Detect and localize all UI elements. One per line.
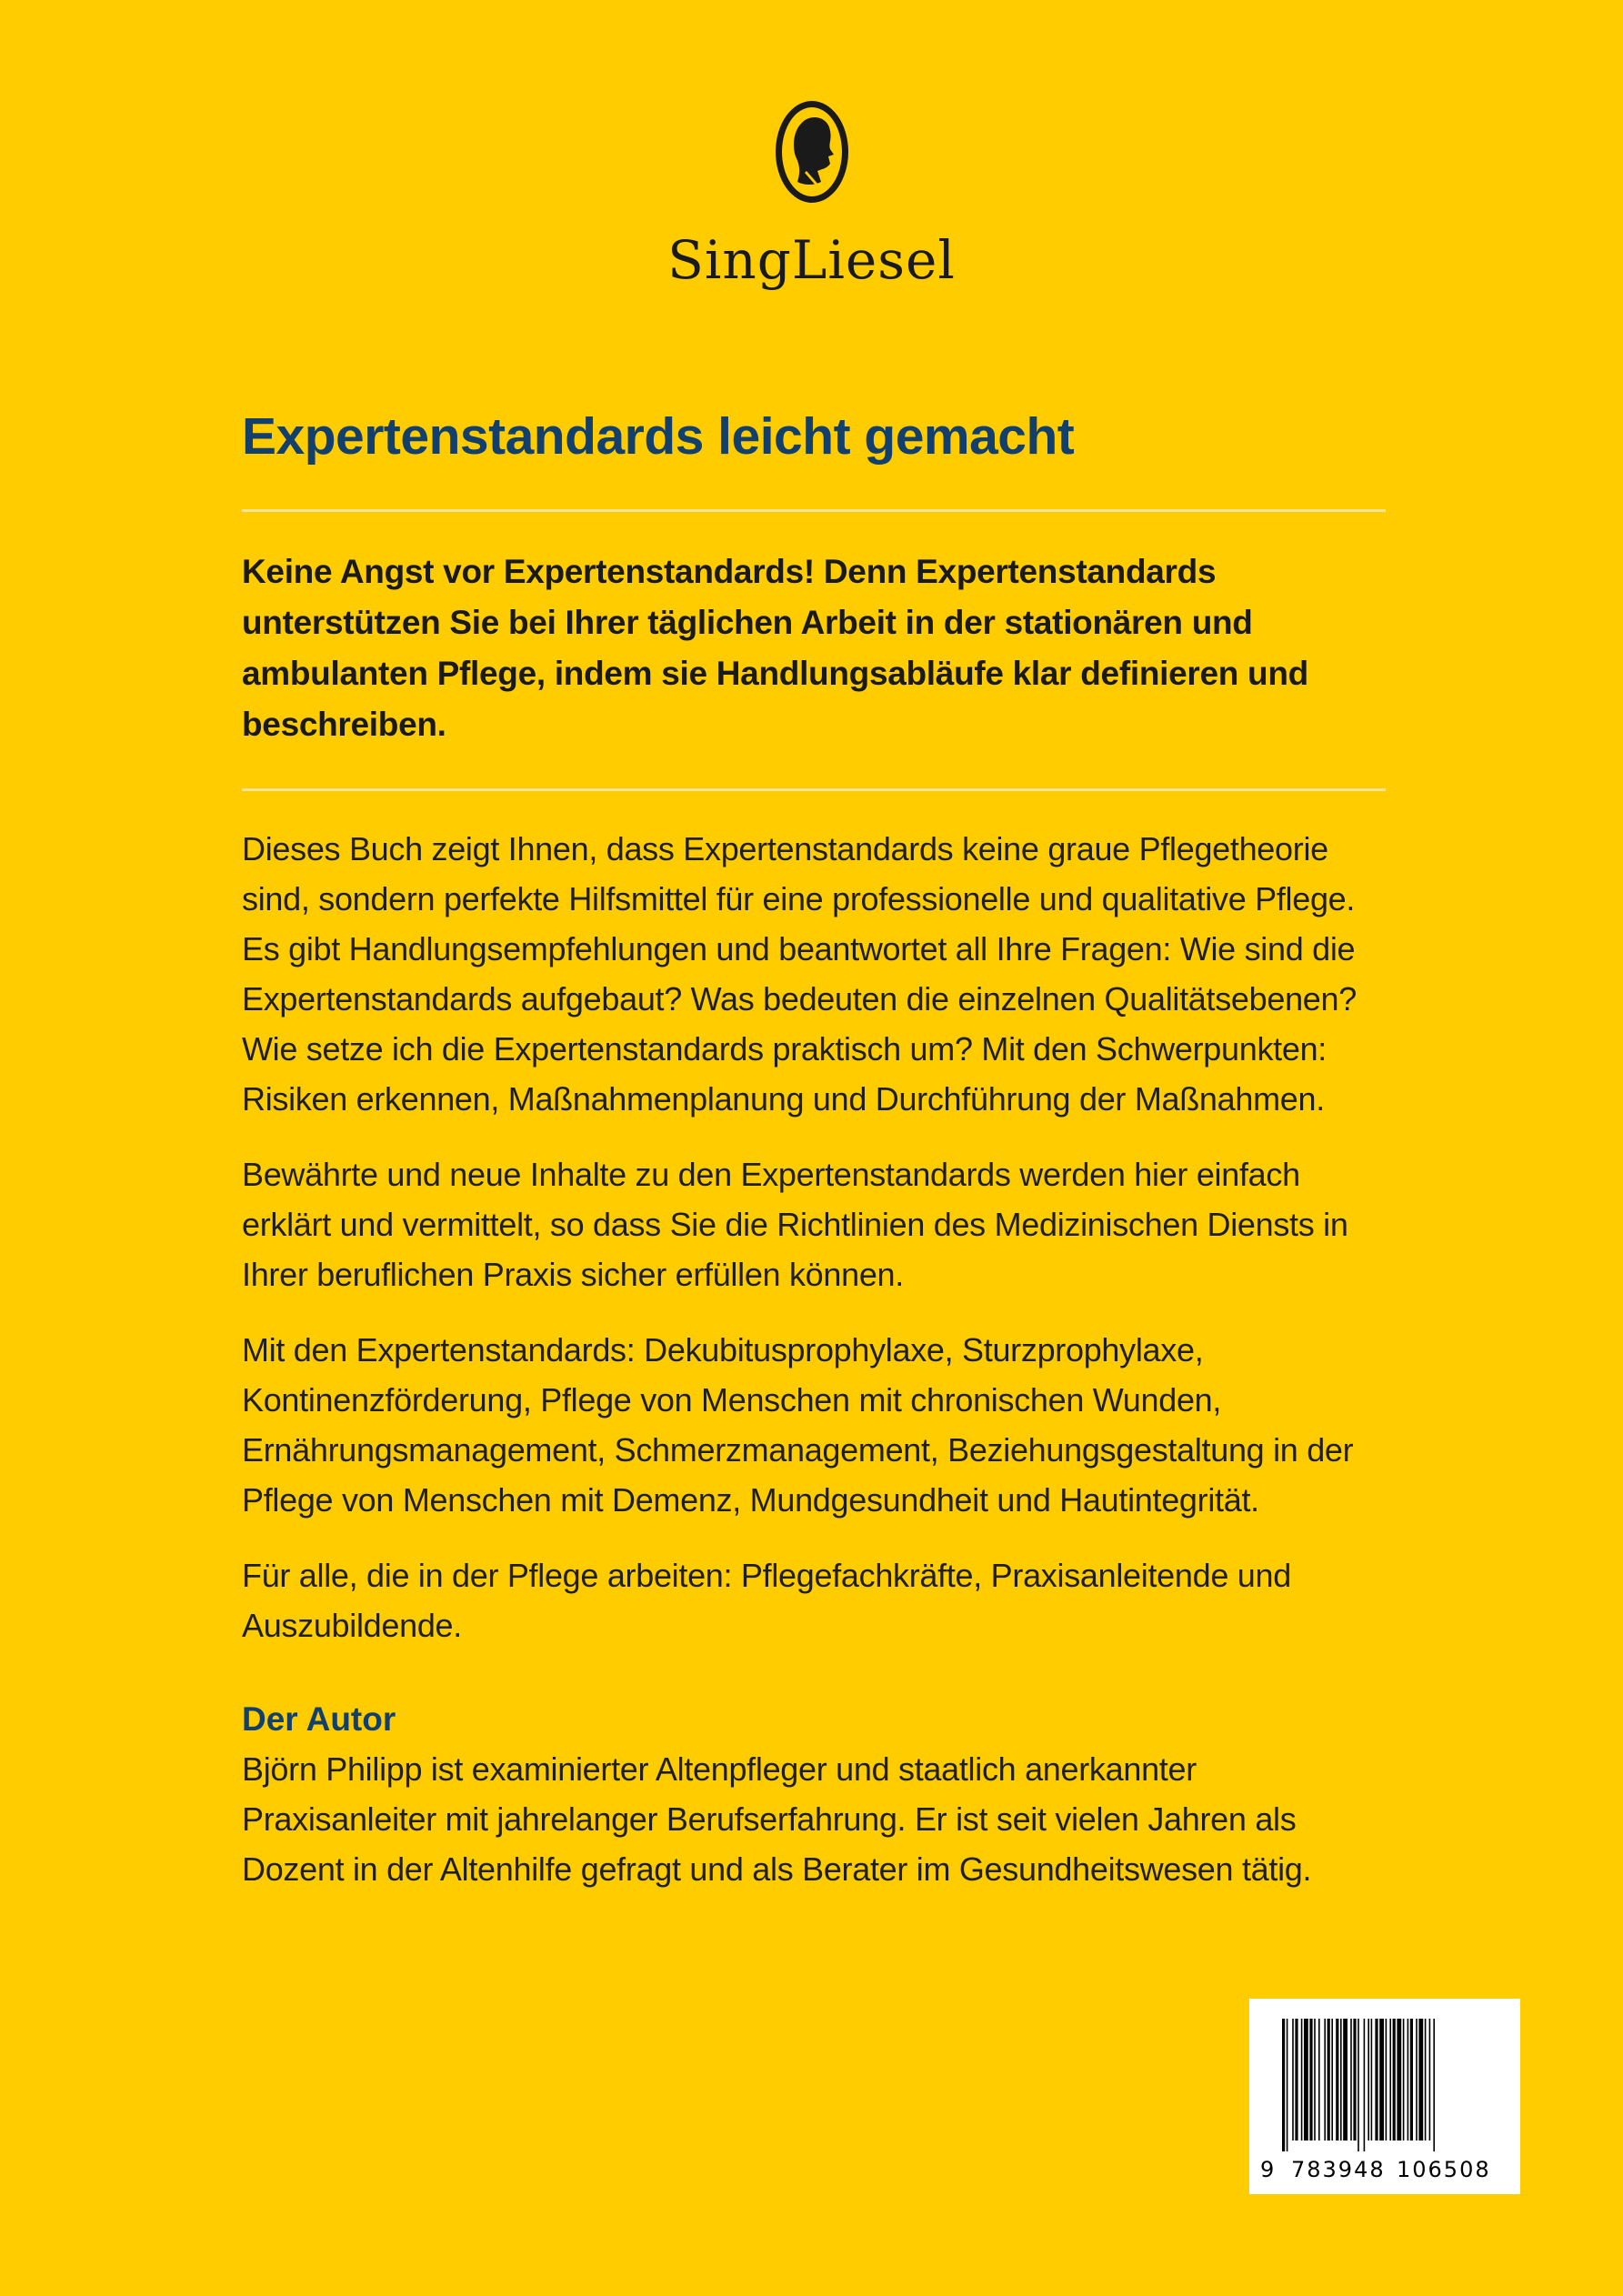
barcode-bar — [1314, 2019, 1316, 2141]
book-title: Expertenstandards leicht gemacht — [242, 407, 1075, 466]
barcode-bar — [1397, 2019, 1401, 2141]
barcode-bar — [1403, 2019, 1405, 2141]
logo-wordmark: SingLiesel — [667, 229, 956, 291]
barcode-bar — [1429, 2019, 1431, 2141]
barcode-bar — [1433, 2019, 1435, 2151]
barcode-bar — [1364, 2019, 1366, 2151]
barcode-bar — [1324, 2019, 1326, 2141]
barcode-bar — [1353, 2019, 1356, 2141]
barcode-digit-group-1: 783948 — [1291, 2157, 1386, 2182]
barcode-bar — [1418, 2019, 1423, 2141]
barcode-bar — [1287, 2019, 1288, 2151]
divider-top — [242, 509, 1386, 512]
description-paragraph-2: Bewährte und neue Inhalte zu den Expertenstandards werden hier einfach erklärt und vermittelt, so dass Sie die Richtlinien des Medizinischen Diensts in Ihrer beruflichen Praxis sicher erfüllen können. — [242, 1156, 1348, 1293]
silhouette-cameo-icon — [774, 98, 850, 206]
barcode-bar — [1386, 2019, 1388, 2141]
barcode-bar — [1379, 2019, 1384, 2141]
barcode-bar — [1425, 2019, 1427, 2141]
barcode-digit-group-2: 106508 — [1397, 2157, 1491, 2182]
lead-paragraph: Keine Angst vor Expertenstandards! Denn Expertenstandards unterstützen Sie bei Ihrer täglichen Arbeit in der stationären und ambulanten Pflege, indem sie Handlungsabläufe klar definieren und beschreiben. — [242, 553, 1308, 743]
barcode-bar — [1327, 2019, 1330, 2141]
back-cover-content — [242, 400, 1386, 1894]
divider-bottom — [242, 788, 1386, 791]
barcode-bar — [1368, 2019, 1369, 2141]
barcode-bar — [1340, 2019, 1342, 2141]
barcode-bar — [1309, 2019, 1312, 2141]
isbn-barcode — [1249, 1999, 1520, 2194]
barcode-bar — [1393, 2019, 1396, 2141]
author-heading: Der Autor — [242, 1700, 396, 1738]
barcode-bar — [1350, 2019, 1352, 2141]
barcode-bars — [1249, 1999, 1520, 2158]
barcode-bar — [1301, 2019, 1303, 2141]
description-paragraph-1: Dieses Buch zeigt Ihnen, dass Expertenstandards keine graue Pflegetheorie sind, sondern perfekte Hilfsmittel für eine professionelle und qualitative Pflege. Es gibt Handlungsempfehlungen und beantwortet all Ihre Fragen: Wie sind die Expertenstandards aufgebaut? Was bedeuten die einzelnen Qualitätsebenen? Wie setze ich die Expertenstandards praktisch um? Mit den Schwerpunkten: Risiken erkennen, Maßnahmenplanung und Durchführung der Maßnahmen. — [242, 830, 1357, 1118]
description-body — [242, 824, 1386, 1650]
description-paragraph-3: Mit den Expertenstandards: Dekubitusprophylaxe, Sturzprophylaxe, Kontinenzförderung, Pflege von Menschen mit chronischen Wunden, Ernährungsmanagement, Schmerzmanagement, Beziehungsgestaltung in der Pflege von Menschen mit Demenz, Mundgesundheit und Hautintegrität. — [242, 1331, 1354, 1519]
barcode-bar — [1343, 2019, 1347, 2141]
barcode-bar — [1416, 2019, 1418, 2141]
author-bio: Björn Philipp ist examinierter Altenpfleger und staatlich anerkannter Praxisanleiter mit jahrelanger Berufserfahrung. Er ist seit vielen Jahren als Dozent in der Altenhilfe gefragt und als Berater im Gesundheitswesen tätig. — [242, 1750, 1312, 1888]
publisher-logo — [0, 98, 1623, 291]
barcode-bar — [1336, 2019, 1338, 2141]
barcode-bar — [1371, 2019, 1373, 2141]
barcode-bar — [1389, 2019, 1391, 2141]
barcode-bar — [1410, 2019, 1413, 2141]
barcode-bar — [1375, 2019, 1378, 2141]
barcode-bar — [1408, 2019, 1409, 2141]
barcode-bar — [1295, 2019, 1297, 2141]
barcode-bar — [1331, 2019, 1333, 2141]
barcode-bar — [1358, 2019, 1359, 2151]
barcode-bar — [1282, 2019, 1285, 2151]
barcode-first-digit: 9 — [1260, 2157, 1275, 2182]
description-paragraph-4: Für alle, die in der Pflege arbeiten: Pflegefachkräfte, Praxisanleitende und Auszubildende. — [242, 1557, 1291, 1644]
barcode-bar — [1292, 2019, 1294, 2141]
barcode-bar — [1304, 2019, 1308, 2141]
barcode-bar — [1318, 2019, 1320, 2141]
